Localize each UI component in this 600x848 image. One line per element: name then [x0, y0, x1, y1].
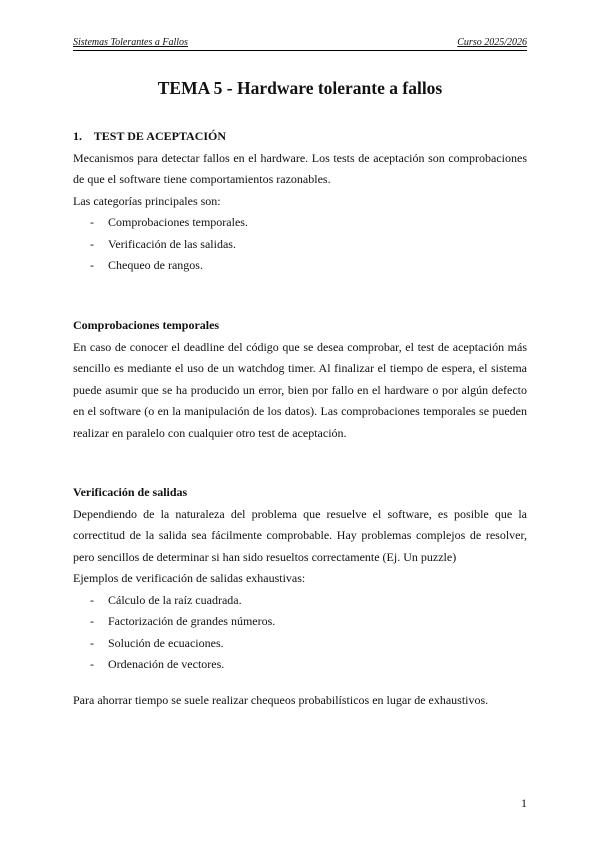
list-item: - Comprobaciones temporales. [73, 212, 527, 234]
section-intro: Mecanismos para detectar fallos en el hardware. Los tests de aceptación son comprobaciones de que el software tiene comportamientos razonables. [73, 150, 527, 186]
section-number: 1. [73, 129, 82, 143]
list-item: - Solución de ecuaciones. [73, 633, 527, 655]
header-course-year: Curso 2025/2026 [457, 37, 527, 48]
page-number: 1 [521, 796, 527, 810]
page-header [73, 36, 527, 51]
list-item: - Factorización de grandes números. [73, 611, 527, 633]
list-item: - Ordenación de vectores. [73, 654, 527, 676]
subsection-comprobaciones-temporales [73, 315, 527, 444]
section-heading [73, 126, 527, 148]
section-title: TEST DE ACEPTACIÓN [93, 129, 227, 143]
examples-list [73, 590, 527, 676]
closing-paragraph-block [73, 690, 527, 712]
paragraph: En caso de conocer el deadline del código que se desea comprobar, el test de aceptación más sencillo es mediante el uso de un watchdog timer. Al finalizar el tiempo de espera, el sistema puede asumir que se ha producido un error, bien por fallo en el hardware o por algún defecto en el software (o en la manipulación de los datos). Las comprobaciones temporales se pueden realizar en paralelo con cualquier otro test de aceptación. [73, 339, 527, 440]
subsection-title: Comprobaciones temporales [73, 318, 220, 332]
section-test-aceptacion [73, 126, 527, 277]
list-item: - Cálculo de la raíz cuadrada. [73, 590, 527, 612]
closing-paragraph: Para ahorrar tiempo se suele realizar chequeos probabilísticos en lugar de exhaustivos. [73, 693, 489, 707]
examples-label: Ejemplos de verificación de salidas exhaustivas: [73, 571, 306, 585]
subsection-verificacion-salidas [73, 482, 527, 676]
categories-list [73, 212, 527, 277]
document-title: TEMA 5 - Hardware tolerante a fallos [157, 78, 443, 98]
header-course-name: Sistemas Tolerantes a Fallos [73, 37, 188, 48]
categories-label: Las categorías principales son: [73, 193, 221, 208]
paragraph: Dependiendo de la naturaleza del problema que resuelve el software, es posible que la correctitud de la salida sea fácilmente comprobable. Hay problemas complejos de resolver, pero sencillos de determinar si han sido resueltos correctamente (Ej. Un puzzle) [73, 506, 527, 564]
list-item: - Verificación de las salidas. [73, 234, 527, 256]
subsection-title: Verificación de salidas [73, 485, 188, 499]
list-item: - Chequeo de rangos. [73, 255, 527, 277]
